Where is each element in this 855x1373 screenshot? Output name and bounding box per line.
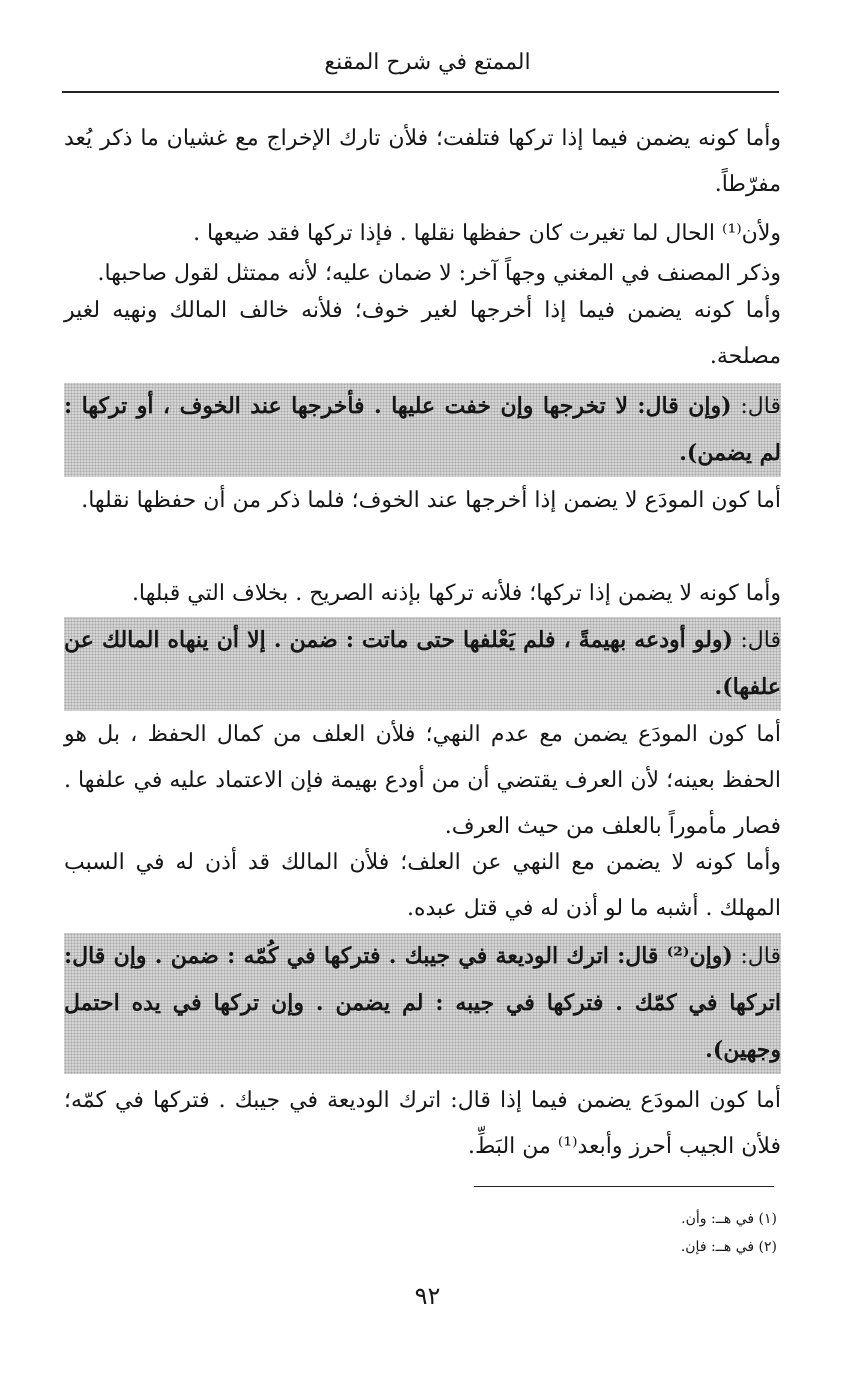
paragraph-7: أما كون المودَع يضمن مع عدم النهي؛ فلأن العلف من كمال الحفظ ، بل هو الحفظ بعينه؛ لأن العرف يقتضي أن من أودع بهيمة فإن الاعتماد عليه في علفها . فصار مأموراً بالعلف من حيث العرف. <box>64 722 781 839</box>
running-header-title: الممتع في شرح المقنع <box>324 50 531 75</box>
quote-prefix: قال: <box>732 628 782 653</box>
paragraph-8: وأما كونه لا يضمن مع النهي عن العلف؛ فلأن المالك قد أذن له في السبب المهلك . أشبه ما لو أذن له في قتل عبده. <box>64 850 781 921</box>
paragraph-6: وأما كونه لا يضمن إذا تركها؛ فلأنه تركها بإذنه الصريح . بخلاف التي قبلها. <box>131 581 781 606</box>
footnote-2: (٢) في هــ: فإن. <box>680 1239 777 1255</box>
quote-text: (وإن⁽²⁾ قال: اترك الوديعة في جيبك . فتركها في كُمّه : ضمن . وإن قال: اتركها في كمّك . فتركها في جيبه : لم يضمن . وإن تركها في يده احتمل وجهين). <box>64 943 781 1063</box>
paragraph-9: أما كون المودَع يضمن فيما إذا قال: اترك الوديعة في جيبك . فتركها في كمّه؛ فلأن الجيب أحرز وأبعد⁽¹⁾ من البَطِّ. <box>64 1088 781 1159</box>
paragraph-5: أما كون المودَع لا يضمن إذا أخرجها عند الخوف؛ فلما ذكر من أن حفظها نقلها. <box>81 488 781 513</box>
footnote-rule <box>474 1186 774 1187</box>
quote-prefix: قال: <box>732 944 782 969</box>
matn-quote-1 <box>64 383 781 477</box>
matn-quote-2 <box>64 617 781 711</box>
paragraph-2: ولأن⁽¹⁾ الحال لما تغيرت كان حفظها نقلها . فإذا تركها فقد ضيعها . <box>193 221 781 246</box>
page-number: ٩٢ <box>414 1282 441 1310</box>
paragraph-1: وأما كونه يضمن فيما إذا تركها فتلفت؛ فلأن تارك الإخراج مع غشيان ما ذكر يُعد مفرّطاً. <box>64 126 781 197</box>
quote-text: (وإن قال: لا تخرجها وإن خفت عليها . فأخرجها عند الخوف ، أو تركها : لم يضمن). <box>64 393 781 466</box>
paragraph-4: وأما كونه يضمن فيما إذا أخرجها لغير خوف؛ فلأنه خالف المالك ونهيه لغير مصلحة. <box>64 298 781 369</box>
header-rule <box>62 91 779 93</box>
footnote-1: (١) في هــ: وأن. <box>681 1211 777 1227</box>
quote-text: (ولو أودعه بهيمةً ، فلم يَعْلفها حتى ماتت : ضمن . إلا أن ينهاه المالك عن علفها). <box>64 627 781 700</box>
paragraph-3: وذكر المصنف في المغني وجهاً آخر: لا ضمان عليه؛ لأنه ممتثل لقول صاحبها. <box>97 261 781 286</box>
matn-quote-3 <box>64 933 781 1074</box>
quote-prefix: قال: <box>731 394 781 419</box>
